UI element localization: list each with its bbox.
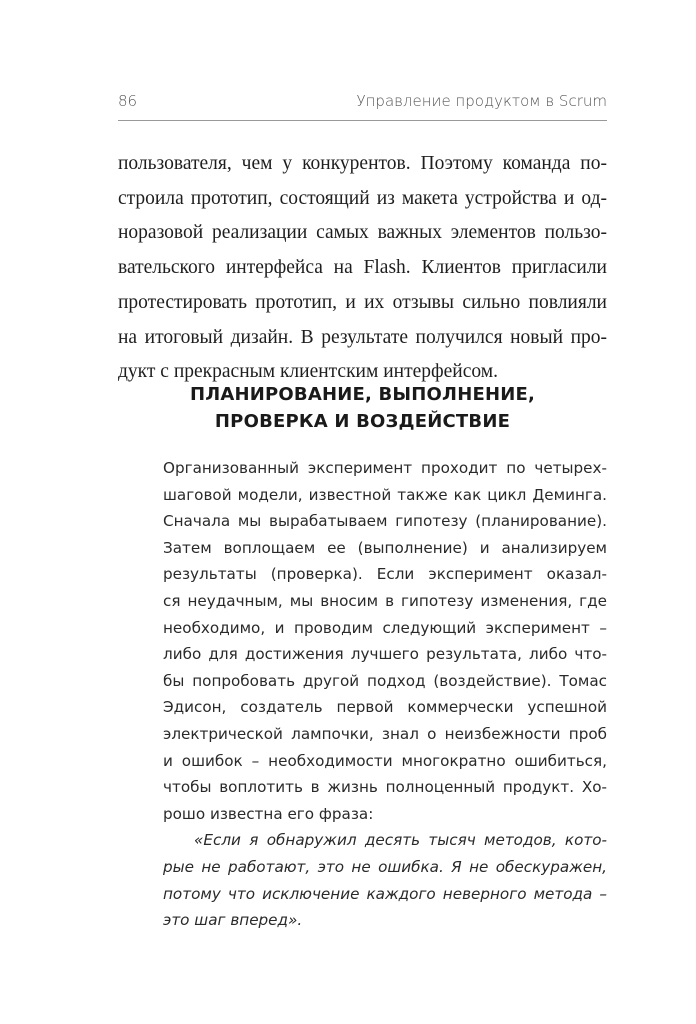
text-line: шаговой модели, известной также как цикл Деминга. bbox=[163, 485, 607, 504]
text-line: протестировать прототип, и их отзывы сильно повлияли bbox=[118, 291, 607, 313]
intro-paragraph bbox=[118, 147, 607, 390]
edison-quote bbox=[163, 827, 607, 933]
text-line: и ошибок – необходимости многократно ошибиться, bbox=[163, 751, 607, 770]
page-number: 86 bbox=[118, 92, 138, 110]
quote-line: это шаг вперед». bbox=[163, 911, 303, 930]
text-line: дукт с прекрасным клиентским интерфейсом. bbox=[118, 361, 498, 383]
text-line: результаты (проверка). Если эксперимент оказал- bbox=[163, 565, 607, 584]
body-text bbox=[163, 455, 607, 934]
text-line: либо для достижения лучшего результата, либо что- bbox=[163, 645, 607, 664]
text-line: строила прототип, состоящий из макета устройства и од- bbox=[118, 187, 607, 209]
text-line: необходимо, и проводим следующий эксперимент – bbox=[163, 618, 607, 637]
quote-line: «Если я обнаружил десять тысяч методов, кото- bbox=[194, 831, 607, 850]
section-heading bbox=[118, 381, 607, 435]
text-line: норазовой реализации самых важных элементов пользо- bbox=[118, 222, 607, 244]
text-line: вательского интерфейса на Flash. Клиентов пригласили bbox=[118, 257, 607, 279]
text-line: пользователя, чем у конкурентов. Поэтому команда по- bbox=[118, 153, 607, 174]
text-line: бы попробовать другой подход (воздействие). Томас bbox=[163, 671, 607, 690]
text-line: рошо известна его фраза: bbox=[163, 804, 374, 823]
text-line: ся неудачным, мы вносим в гипотезу изменения, где bbox=[163, 591, 607, 610]
quote-line: рые не работают, это не ошибка. Я не обескуражен, bbox=[163, 857, 607, 876]
body-paragraph bbox=[163, 455, 607, 827]
text-line: Организованный эксперимент проходит по четырех- bbox=[163, 459, 607, 477]
text-line: Затем воплощаем ее (выполнение) и анализируем bbox=[163, 538, 607, 557]
text-line: Эдисон, создатель первой коммерчески успешной bbox=[163, 698, 607, 717]
text-line: чтобы воплотить в жизнь полноценный продукт. Хо- bbox=[163, 778, 607, 797]
text-line: Сначала мы вырабатываем гипотезу (планирование). bbox=[163, 512, 607, 531]
running-title: Управление продуктом в Scrum bbox=[356, 92, 607, 110]
heading-line: ПРОВЕРКА И ВОЗДЕЙСТВИЕ bbox=[214, 411, 511, 432]
heading-line: ПЛАНИРОВАНИЕ, ВЫПОЛНЕНИЕ, bbox=[189, 384, 536, 405]
quote-line: потому что исключение каждого неверного метода – bbox=[163, 884, 607, 903]
header-rule bbox=[118, 120, 607, 121]
text-line: на итоговый дизайн. В результате получился новый про- bbox=[118, 326, 607, 348]
text-line: электрической лампочки, знал о неизбежности проб bbox=[163, 724, 607, 743]
